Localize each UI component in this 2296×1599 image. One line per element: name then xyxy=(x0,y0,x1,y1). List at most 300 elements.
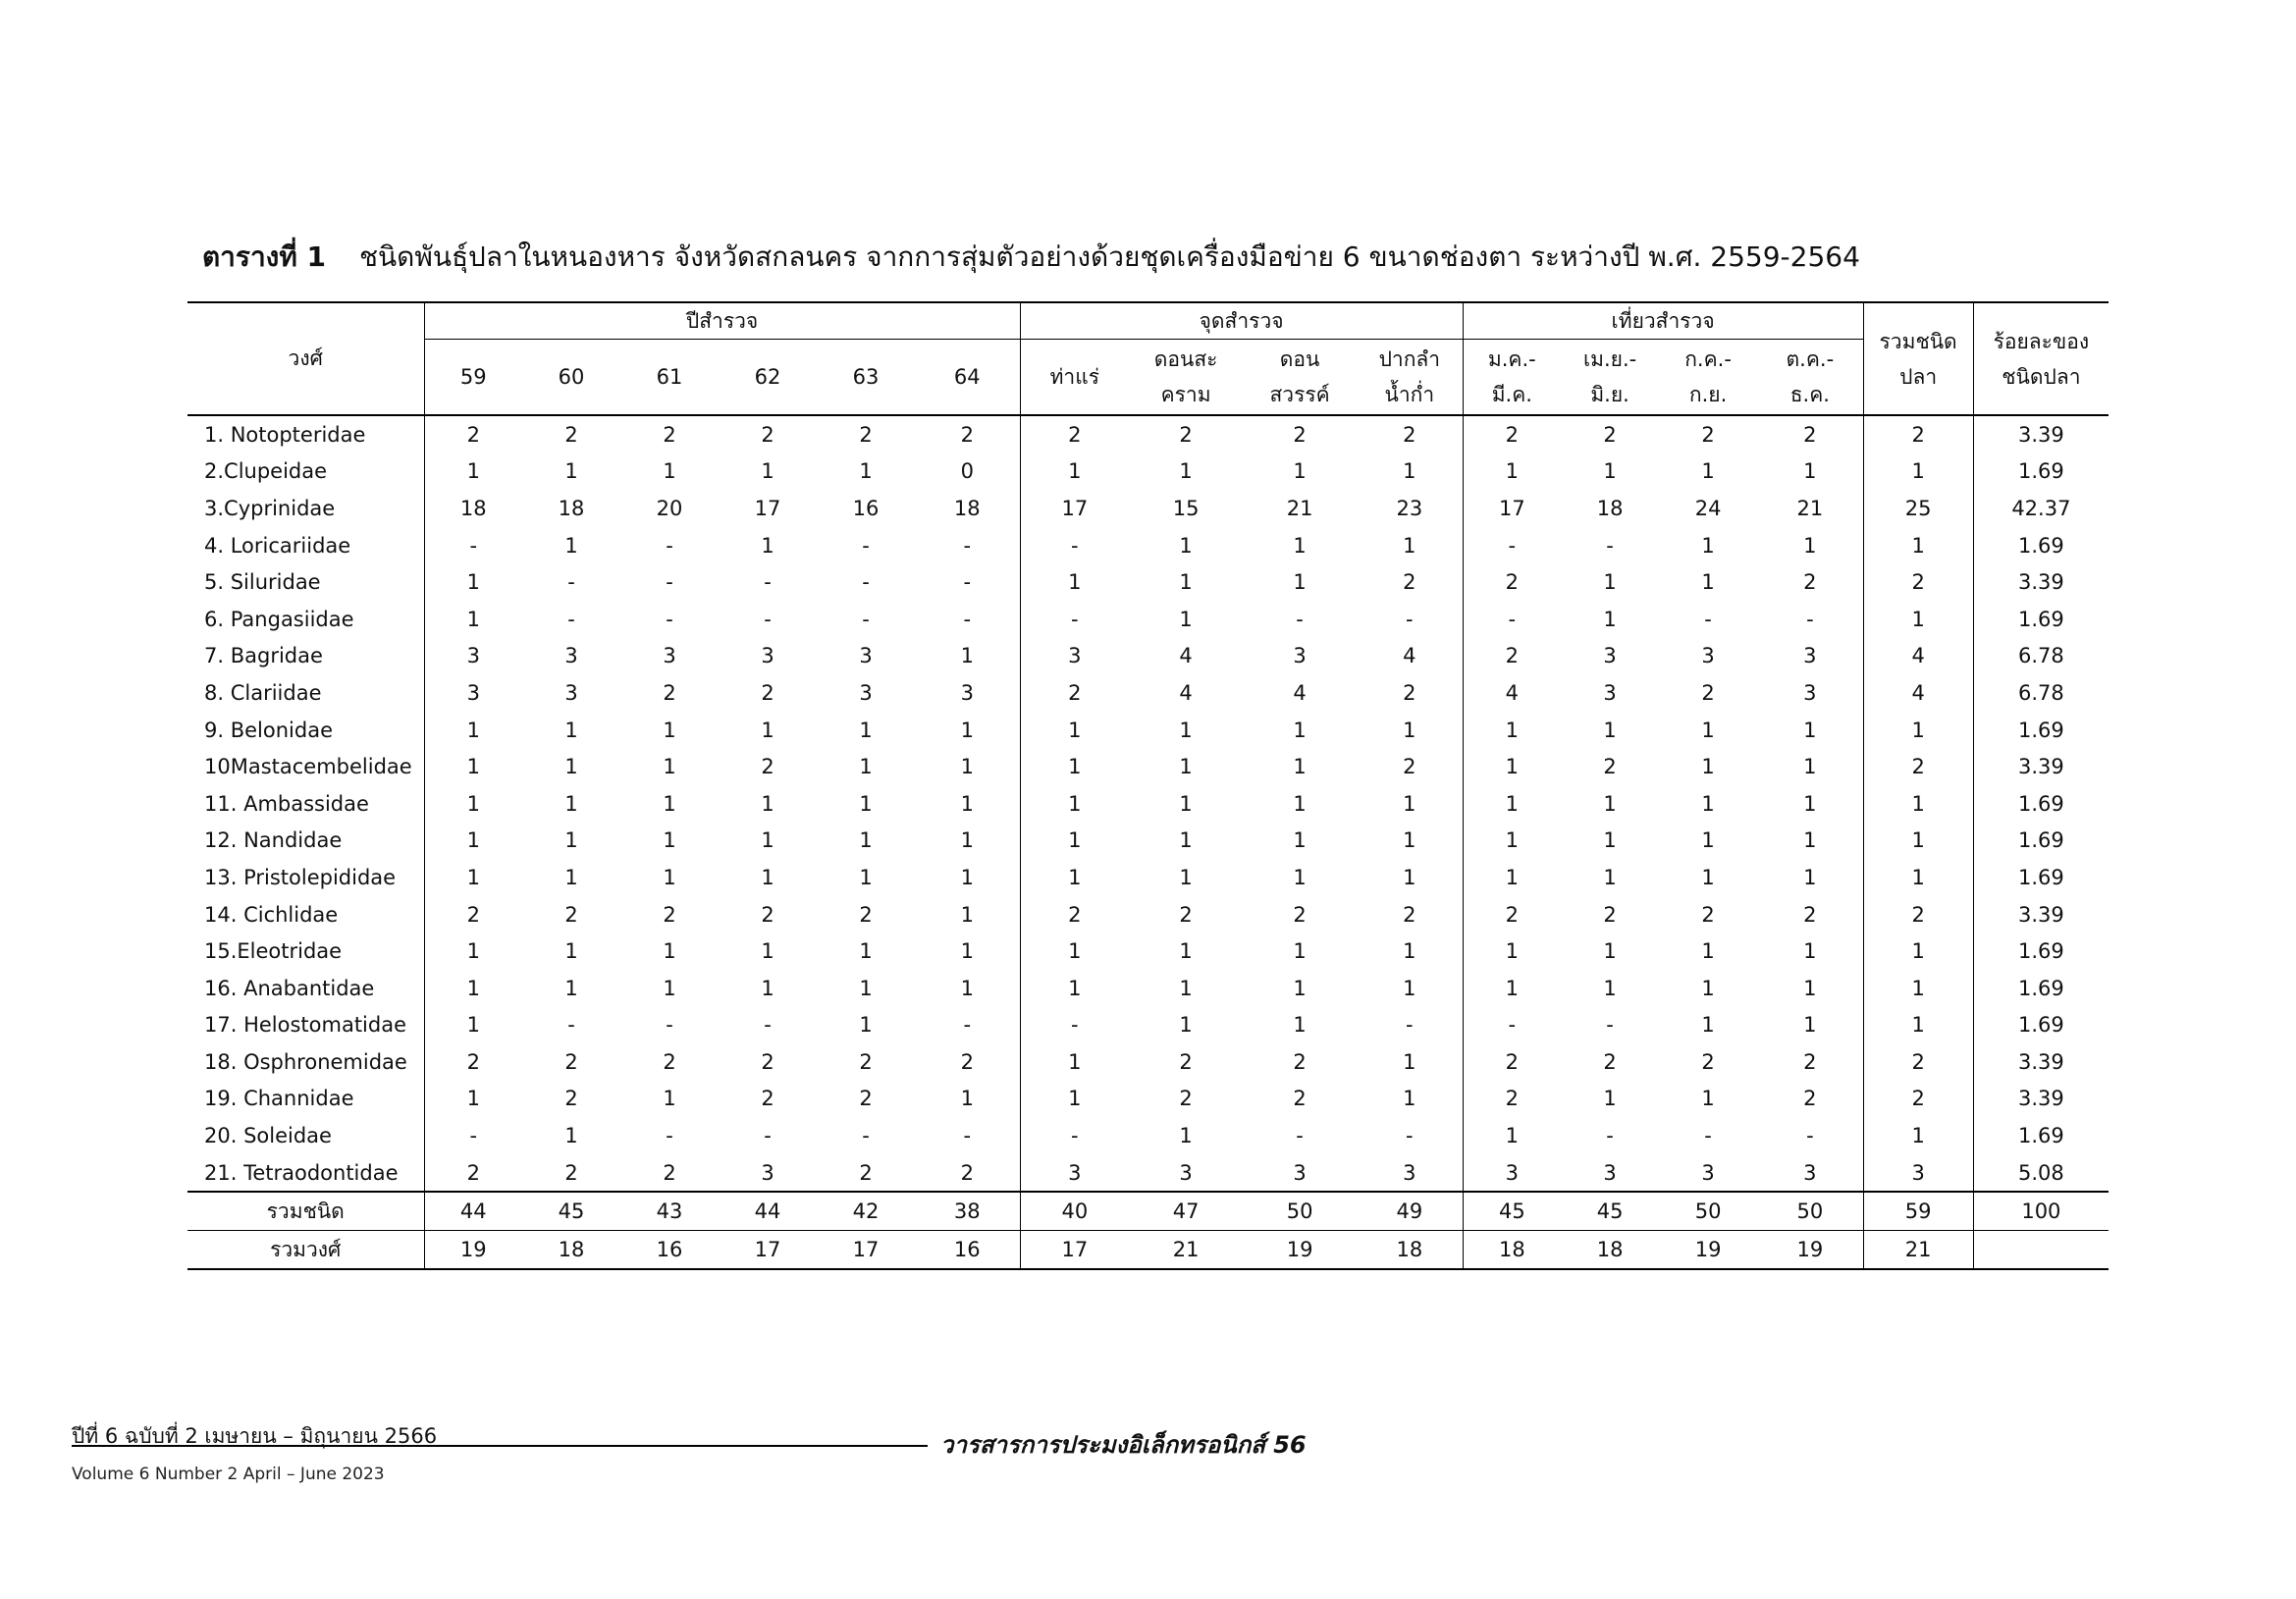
table-cell: 2 xyxy=(1603,755,1617,779)
table-cell: 1 xyxy=(1403,718,1416,742)
table-cell: 1 xyxy=(424,785,522,823)
table-cell: 2 xyxy=(761,902,774,927)
table-cell: 3 xyxy=(1020,1154,1129,1193)
table-cell: 1 xyxy=(424,1007,522,1044)
total-row-label: รวมชนิด xyxy=(187,1192,424,1231)
table-cell: 3 xyxy=(1020,638,1129,675)
table-cell: 49 xyxy=(1357,1192,1463,1231)
table-cell: 1.69 xyxy=(1973,823,2109,860)
table-cell: 1 xyxy=(1179,459,1193,484)
table-cell: 2 xyxy=(1463,415,1561,453)
table-cell: 2 xyxy=(960,422,974,447)
table-cell: - xyxy=(1406,607,1414,631)
table-cell: 1 xyxy=(1463,933,1561,970)
table-cell: 1 xyxy=(1863,1117,1973,1154)
table-cell: 1 xyxy=(1403,976,1416,1000)
table-cell: 1 xyxy=(1701,939,1715,964)
table-cell: 18 xyxy=(522,1231,620,1270)
table-row-label: 9. Belonidae xyxy=(204,718,333,742)
table-cell: 21 xyxy=(1863,1231,1973,1270)
table-cell: 3 xyxy=(1403,1160,1416,1185)
table-cell: 1 xyxy=(1863,970,1973,1007)
table-cell: - xyxy=(862,533,870,558)
table-caption xyxy=(202,238,1860,277)
table-cell: - xyxy=(567,1013,575,1038)
table-cell: 1 xyxy=(1603,828,1617,853)
table-cell: 16 xyxy=(915,1231,1020,1270)
table-cell: 1 xyxy=(1293,828,1307,853)
table-cell: 3 xyxy=(1603,680,1617,705)
table-cell: 2 xyxy=(1463,896,1561,933)
table-cell: 2 xyxy=(1179,1049,1193,1074)
table-cell: 1 xyxy=(1463,712,1561,749)
table-cell: 1 xyxy=(663,755,676,779)
table-cell: 2 xyxy=(424,1154,522,1193)
table-cell: 23 xyxy=(1396,496,1423,520)
table-cell: 2 xyxy=(1020,674,1129,712)
survey-station-header: จุดสำรวจ xyxy=(1020,302,1463,340)
table-cell: 1 xyxy=(1179,533,1193,558)
trip-header xyxy=(1659,340,1757,416)
table-cell: 1 xyxy=(1863,1007,1973,1044)
table-cell: 2 xyxy=(761,1087,774,1111)
table-cell: 1 xyxy=(1803,865,1817,889)
table-cell: 44 xyxy=(424,1192,522,1231)
table-cell: 1 xyxy=(1701,865,1715,889)
year-header-text: 62 xyxy=(754,365,781,389)
table-cell: 1 xyxy=(859,755,873,779)
table-cell: 1.69 xyxy=(1973,785,2109,823)
table-cell: 3 xyxy=(1701,644,1715,668)
table-cell: - xyxy=(1606,1013,1614,1038)
station-header xyxy=(1129,340,1243,416)
table-cell: 1 xyxy=(564,533,578,558)
table-cell: 1 xyxy=(1603,718,1617,742)
table-cell: 2 xyxy=(424,415,522,453)
table-cell: 3 xyxy=(1863,1154,1973,1193)
table-cell: 1 xyxy=(960,1087,974,1111)
table-cell: 1 xyxy=(1603,939,1617,964)
table-row-label: 3.Cyprinidae xyxy=(204,496,336,520)
table-cell: 1 xyxy=(1803,939,1817,964)
table-cell: 1 xyxy=(1293,976,1307,1000)
table-cell: 2 xyxy=(1803,902,1817,927)
table-cell: 1 xyxy=(1020,1081,1129,1118)
trip-header-text: ก.ย. xyxy=(1688,383,1728,406)
table-cell: 4 xyxy=(1179,680,1193,705)
table-cell: 44 xyxy=(719,1192,817,1231)
table-row xyxy=(187,933,2109,970)
table-cell: 50 xyxy=(1659,1192,1757,1231)
table-cell: 4 xyxy=(1403,644,1416,668)
table-cell: 1 xyxy=(1293,939,1307,964)
table-cell: 1 xyxy=(1803,976,1817,1000)
table-cell: 1 xyxy=(761,718,774,742)
table-cell: 1 xyxy=(960,828,974,853)
table-cell: 2 xyxy=(1701,422,1715,447)
table-row xyxy=(187,415,2109,453)
table-cell: 1 xyxy=(1020,563,1129,601)
table-cell: 2 xyxy=(663,680,676,705)
table-cell: 2 xyxy=(1803,1049,1817,1074)
table-cell: 2 xyxy=(1293,1087,1307,1111)
table-cell: 2 xyxy=(424,896,522,933)
table-row xyxy=(187,1117,2109,1154)
table-cell: 1 xyxy=(1863,527,1973,564)
table-row-label: 16. Anabantidae xyxy=(204,976,375,1000)
table-cell: 100 xyxy=(1973,1192,2109,1231)
table-cell: 1 xyxy=(1293,533,1307,558)
table-cell: 3.39 xyxy=(1973,415,2109,453)
table-cell: - xyxy=(666,1124,673,1148)
table-row-label: 5. Siluridae xyxy=(204,570,321,595)
table-row xyxy=(187,859,2109,896)
table-cell: 2 xyxy=(859,422,873,447)
table-cell: 2 xyxy=(663,422,676,447)
table-row xyxy=(187,823,2109,860)
table-cell: 2 xyxy=(1293,1049,1307,1074)
table-cell: - xyxy=(1606,533,1614,558)
station-header xyxy=(1020,340,1129,416)
table-cell: - xyxy=(1806,607,1814,631)
trip-header xyxy=(1561,340,1659,416)
table-cell: 2 xyxy=(1020,896,1129,933)
table-cell: 3.39 xyxy=(1973,1081,2109,1118)
total-row xyxy=(187,1192,2109,1231)
table-cell: 16 xyxy=(852,496,880,520)
table-cell: 1 xyxy=(424,748,522,785)
table-cell: 2 xyxy=(960,1160,974,1185)
total-species-header-line2: ปลา xyxy=(1899,364,1938,389)
table-cell: 17 xyxy=(1463,490,1561,527)
table-row-label: 2.Clupeidae xyxy=(204,459,328,484)
table-cell: 1 xyxy=(1701,459,1715,484)
year-header-text: 64 xyxy=(953,365,981,389)
table-cell: 1 xyxy=(960,939,974,964)
table-cell: 1.69 xyxy=(1973,1007,2109,1044)
table-cell: - xyxy=(1020,527,1129,564)
table-cell: 1 xyxy=(1293,1013,1307,1038)
trip-header-text: มิ.ย. xyxy=(1590,383,1629,406)
table-cell: 45 xyxy=(1561,1192,1659,1231)
table-cell: 50 xyxy=(1757,1192,1863,1231)
table-cell: - xyxy=(963,533,972,558)
table-cell: 2 xyxy=(859,1049,873,1074)
trip-header-text: ต.ค.- xyxy=(1786,347,1835,371)
table-cell: 43 xyxy=(620,1192,719,1231)
trip-header xyxy=(1757,340,1863,416)
table-cell: 2 xyxy=(1863,1043,1973,1081)
year-header-text: 59 xyxy=(459,365,487,389)
table-cell: 1 xyxy=(1179,718,1193,742)
table-cell: 2 xyxy=(859,1087,873,1111)
table-cell: 2 xyxy=(1863,896,1973,933)
table-row xyxy=(187,1043,2109,1081)
table-cell: 1 xyxy=(1179,791,1193,816)
table-cell: 2 xyxy=(1403,902,1416,927)
footer-issue xyxy=(72,1420,437,1484)
table-cell: 1 xyxy=(761,976,774,1000)
table-cell: 3 xyxy=(564,644,578,668)
total-species-header-line1: รวมชนิด xyxy=(1879,329,1957,353)
table-cell: 2 xyxy=(564,1049,578,1074)
footer-journal-page: วารสารการประมงอิเล็กทรอนิกส์ 56 xyxy=(940,1431,1307,1459)
table-cell: 1 xyxy=(1403,533,1416,558)
table-cell: 3.39 xyxy=(1973,563,2109,601)
table-cell: - xyxy=(567,607,575,631)
table-cell: 2 xyxy=(761,422,774,447)
table-cell: - xyxy=(1020,601,1129,638)
table-cell: 1 xyxy=(424,933,522,970)
table-cell: 1 xyxy=(1701,976,1715,1000)
year-header xyxy=(424,340,522,416)
total-species-header xyxy=(1863,302,1973,415)
table-cell: 1 xyxy=(960,976,974,1000)
year-header xyxy=(817,340,915,416)
table-cell: 1 xyxy=(1463,859,1561,896)
table-row-label: 21. Tetraodontidae xyxy=(204,1160,399,1185)
table-cell: 19 xyxy=(1757,1231,1863,1270)
table-cell: 18 xyxy=(424,490,522,527)
year-header xyxy=(522,340,620,416)
table-cell: 1 xyxy=(859,718,873,742)
station-header-text: น้ำก่ำ xyxy=(1384,383,1435,406)
table-row xyxy=(187,490,2109,527)
table-cell: 1 xyxy=(1020,712,1129,749)
table-cell: 1 xyxy=(1179,828,1193,853)
table-cell: - xyxy=(862,570,870,595)
table-cell: 1 xyxy=(859,1013,873,1038)
table-cell: 1.69 xyxy=(1973,859,2109,896)
table-cell: 1 xyxy=(1603,865,1617,889)
table-cell: 1 xyxy=(564,865,578,889)
table-cell: 1 xyxy=(960,791,974,816)
table-cell: - xyxy=(1463,1007,1561,1044)
table-cell: 19 xyxy=(424,1231,522,1270)
trip-header-text: ธ.ค. xyxy=(1789,383,1830,406)
year-header-text: 63 xyxy=(852,365,880,389)
table-cell: 17 xyxy=(1020,1231,1129,1270)
table-cell: - xyxy=(1704,1124,1712,1148)
year-header xyxy=(915,340,1020,416)
table-cell: - xyxy=(764,1013,772,1038)
table-cell: 1 xyxy=(663,939,676,964)
table-cell: 3.39 xyxy=(1973,748,2109,785)
table-cell: 3 xyxy=(564,680,578,705)
table-cell: 1.69 xyxy=(1973,970,2109,1007)
table-cell: 2 xyxy=(663,1049,676,1074)
table-row xyxy=(187,1007,2109,1044)
table-cell: 1 xyxy=(564,976,578,1000)
table-cell: 2 xyxy=(1863,563,1973,601)
table-cell: 21 xyxy=(1796,496,1824,520)
table-cell: 1 xyxy=(564,718,578,742)
table-row xyxy=(187,638,2109,675)
table-cell: 1 xyxy=(1863,453,1973,491)
table-cell: 18 xyxy=(558,496,585,520)
table-cell: 2 xyxy=(1179,422,1193,447)
table-row-label: 7. Bagridae xyxy=(204,644,323,668)
year-header-text: 60 xyxy=(558,365,585,389)
year-header-text: 61 xyxy=(656,365,683,389)
table-cell: 1 xyxy=(1020,933,1129,970)
table-cell: 1 xyxy=(424,823,522,860)
table-cell: - xyxy=(764,607,772,631)
table-cell: 3 xyxy=(1179,1160,1193,1185)
table-cell: 1 xyxy=(663,976,676,1000)
table-cell: 18 xyxy=(1561,1231,1659,1270)
table-cell: 1 xyxy=(663,865,676,889)
table-cell: 2 xyxy=(960,1049,974,1074)
table-cell: 1 xyxy=(1803,828,1817,853)
table-cell: 25 xyxy=(1863,490,1973,527)
table-cell: 2 xyxy=(564,1087,578,1111)
total-row-label: รวมวงศ์ xyxy=(187,1231,424,1270)
table-cell: - xyxy=(862,607,870,631)
table-cell: 1 xyxy=(960,902,974,927)
table-cell: 1 xyxy=(424,1081,522,1118)
station-header xyxy=(1243,340,1357,416)
table-cell: 1 xyxy=(1803,718,1817,742)
table-cell: 1 xyxy=(1463,1117,1561,1154)
table-cell: - xyxy=(666,1013,673,1038)
table-cell: 1 xyxy=(564,791,578,816)
table-cell: 1 xyxy=(1863,712,1973,749)
table-cell: 1 xyxy=(1463,785,1561,823)
table-cell: 1 xyxy=(761,939,774,964)
table-cell: 1 xyxy=(1293,459,1307,484)
table-cell: 1 xyxy=(564,939,578,964)
table-cell xyxy=(1973,1231,2109,1270)
table-cell: 1 xyxy=(1603,976,1617,1000)
table-cell: 3 xyxy=(663,644,676,668)
table-row-label: 20. Soleidae xyxy=(204,1124,332,1148)
station-header xyxy=(1357,340,1463,416)
table-cell: - xyxy=(424,1117,522,1154)
table-cell: 42.37 xyxy=(1973,490,2109,527)
table-row xyxy=(187,712,2109,749)
table-cell: 3 xyxy=(761,1160,774,1185)
table-cell: 1 xyxy=(1020,785,1129,823)
table-cell: 24 xyxy=(1694,496,1722,520)
table-cell: 40 xyxy=(1020,1192,1129,1231)
table-cell: 38 xyxy=(915,1192,1020,1231)
table-cell: 1 xyxy=(663,718,676,742)
table-cell: 1 xyxy=(1020,823,1129,860)
table-cell: 3 xyxy=(1803,1160,1817,1185)
table-cell: 2 xyxy=(424,1043,522,1081)
table-cell: 18 xyxy=(1357,1231,1463,1270)
table-cell: 2 xyxy=(1603,422,1617,447)
table-cell: 3 xyxy=(1603,1160,1617,1185)
table-cell: 1 xyxy=(1863,933,1973,970)
table-cell: 2 xyxy=(1603,1049,1617,1074)
table-cell: 1 xyxy=(1603,1087,1617,1111)
table-cell: 1 xyxy=(424,563,522,601)
footer-issue-thai: ปีที่ 6 ฉบับที่ 2 เมษายน – มิถุนายน 2566 xyxy=(72,1424,438,1448)
table-cell: 1 xyxy=(1463,823,1561,860)
table-cell: 1 xyxy=(1179,570,1193,595)
year-header xyxy=(719,340,817,416)
table-cell: 1 xyxy=(1463,970,1561,1007)
table-cell: 1 xyxy=(564,1124,578,1148)
table-cell: 59 xyxy=(1863,1192,1973,1231)
footer-issue-english: Volume 6 Number 2 April – June 2023 xyxy=(72,1465,385,1484)
table-cell: 2 xyxy=(1603,902,1617,927)
table-cell: 2 xyxy=(1803,570,1817,595)
station-header-text: ดอน xyxy=(1279,347,1320,371)
table-cell: - xyxy=(963,1124,972,1148)
table-cell: 1 xyxy=(1863,601,1973,638)
table-cell: 1.69 xyxy=(1973,601,2109,638)
table-cell: 3 xyxy=(859,680,873,705)
table-cell: - xyxy=(1020,1007,1129,1044)
table-cell: 3 xyxy=(424,674,522,712)
table-row xyxy=(187,601,2109,638)
table-cell: 2 xyxy=(1701,1049,1715,1074)
table-cell: 2 xyxy=(859,902,873,927)
table-cell: - xyxy=(666,607,673,631)
trip-header-text: ก.ค.- xyxy=(1684,347,1732,371)
table-cell: 20 xyxy=(656,496,683,520)
table-cell: 2 xyxy=(1403,680,1416,705)
table-cell: 1 xyxy=(564,459,578,484)
table-cell: 1 xyxy=(663,1087,676,1111)
table-cell: - xyxy=(764,1124,772,1148)
table-cell: 1 xyxy=(1403,939,1416,964)
table-cell: 2 xyxy=(1403,570,1416,595)
percent-header-line2: ชนิดปลา xyxy=(2002,364,2081,389)
table-cell: 1 xyxy=(1701,755,1715,779)
table-cell: 50 xyxy=(1243,1192,1357,1231)
family-header: วงศ์ xyxy=(187,302,424,415)
table-cell: 1 xyxy=(1701,570,1715,595)
table-cell: 2 xyxy=(1020,415,1129,453)
table-cell: 2 xyxy=(1803,422,1817,447)
table-cell: - xyxy=(963,1013,972,1038)
table-cell: - xyxy=(567,570,575,595)
table-cell: 1 xyxy=(1701,1013,1715,1038)
table-cell: 1 xyxy=(424,712,522,749)
table-cell: 1 xyxy=(1179,976,1193,1000)
table-cell: - xyxy=(764,570,772,595)
table-cell: 1 xyxy=(1463,453,1561,491)
table-cell: 1 xyxy=(1020,1043,1129,1081)
table-cell: 1 xyxy=(1293,865,1307,889)
table-cell: 4 xyxy=(1463,674,1561,712)
table-cell: 1 xyxy=(1803,1013,1817,1038)
table-cell: 1 xyxy=(1403,1049,1416,1074)
table-cell: 2 xyxy=(1863,748,1973,785)
table-row xyxy=(187,1081,2109,1118)
table-cell: 1 xyxy=(761,459,774,484)
table-cell: 19 xyxy=(1659,1231,1757,1270)
table-cell: 1 xyxy=(1403,828,1416,853)
table-cell: 1 xyxy=(1179,865,1193,889)
table-cell: 1 xyxy=(1603,607,1617,631)
table-cell: 1 xyxy=(1863,785,1973,823)
station-header-text: คราม xyxy=(1160,383,1211,406)
table-cell: 1 xyxy=(761,828,774,853)
table-cell: 17 xyxy=(1020,490,1129,527)
table-cell: 2 xyxy=(564,422,578,447)
table-cell: 19 xyxy=(1243,1231,1357,1270)
table-cell: 3 xyxy=(859,644,873,668)
table-cell: 2 xyxy=(761,1049,774,1074)
table-cell: 1 xyxy=(1020,453,1129,491)
table-cell: 21 xyxy=(1286,496,1313,520)
table-cell: 1 xyxy=(1403,1087,1416,1111)
